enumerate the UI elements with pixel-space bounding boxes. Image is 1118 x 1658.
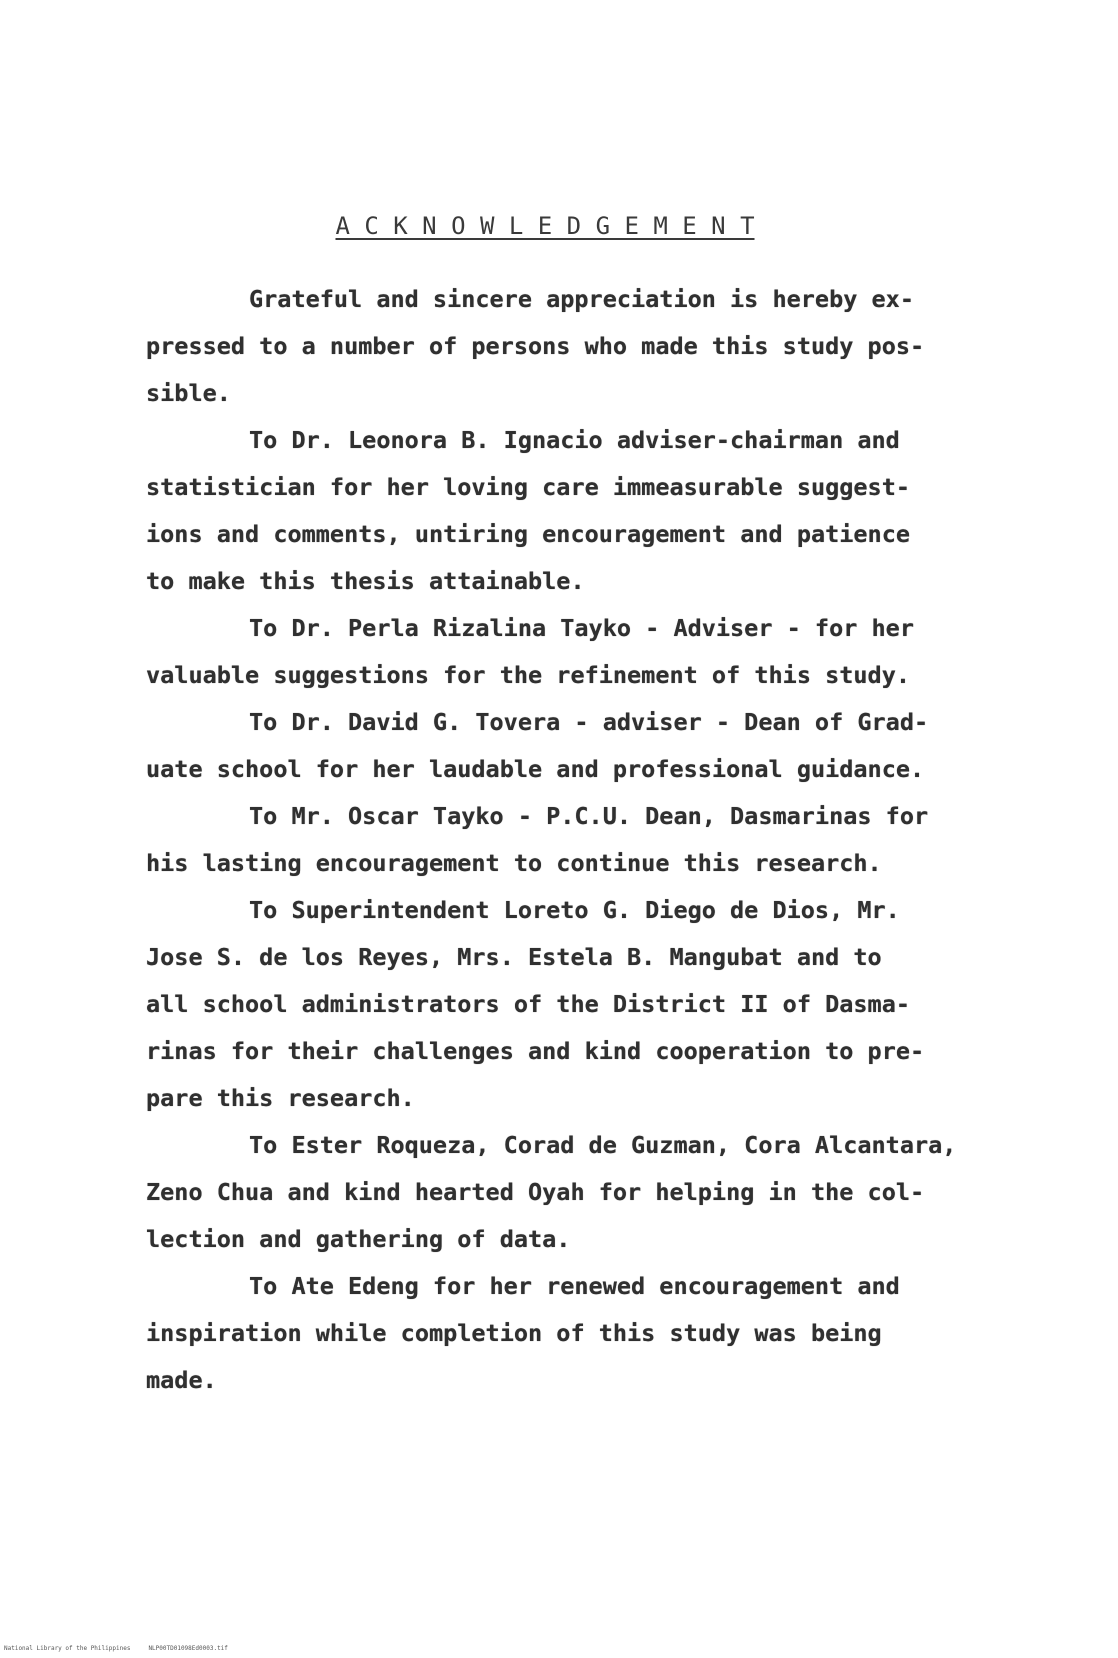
paragraph-line: lection and gathering of data. [146,1225,571,1253]
paragraph-line: uate school for her laudable and professional guidance. [146,755,925,783]
paragraph-line: sible. [146,379,231,407]
page-title: A C K N O W L E D G E M E N T [335,212,755,240]
paragraph-line: valuable suggestions for the refinement of this study. [146,661,911,689]
paragraph-line: pressed to a number of persons who made this study pos- [146,332,925,360]
paragraph-line: ions and comments, untiring encouragement and patience [146,520,911,548]
paragraph-line: his lasting encouragement to continue this research. [146,849,882,877]
paragraph-line: To Dr. Perla Rizalina Tayko - Adviser - for her [249,614,914,642]
paragraph-line: Grateful and sincere appreciation is hereby ex- [249,285,914,313]
paragraph-line: To Dr. David G. Tovera - adviser - Dean of Grad- [249,708,929,736]
paragraph-line: pare this research. [146,1084,415,1112]
paragraph-line: To Mr. Oscar Tayko - P.C.U. Dean, Dasmarinas for [249,802,929,830]
paragraph-line: To Ester Roqueza, Corad de Guzman, Cora Alcantara, [249,1131,957,1159]
footer-library: National Library of the Philippines [4,1645,131,1652]
paragraph-line: Jose S. de los Reyes, Mrs. Estela B. Mangubat and to [146,943,882,971]
paragraph-line: statistician for her loving care immeasurable suggest- [146,473,911,501]
paragraph-line: all school administrators of the District II of Dasma- [146,990,911,1018]
paragraph-line: To Dr. Leonora B. Ignacio adviser-chairman and [249,426,900,454]
paragraph-line: To Ate Edeng for her renewed encouragement and [249,1272,900,1300]
paragraph-line: to make this thesis attainable. [146,567,585,595]
paragraph-line: To Superintendent Loreto G. Diego de Dios, Mr. [249,896,900,924]
footer-file-id: NLP00TD01098Ed0003.tif [148,1645,228,1652]
scan-footer [4,1645,246,1652]
paragraph-line: Zeno Chua and kind hearted Oyah for helping in the col- [146,1178,925,1206]
paragraph-line: inspiration while completion of this study was being [146,1319,882,1347]
paragraph-line: rinas for their challenges and kind cooperation to pre- [146,1037,925,1065]
paragraph-line: made. [146,1366,217,1394]
acknowledgement-body [146,276,986,1404]
